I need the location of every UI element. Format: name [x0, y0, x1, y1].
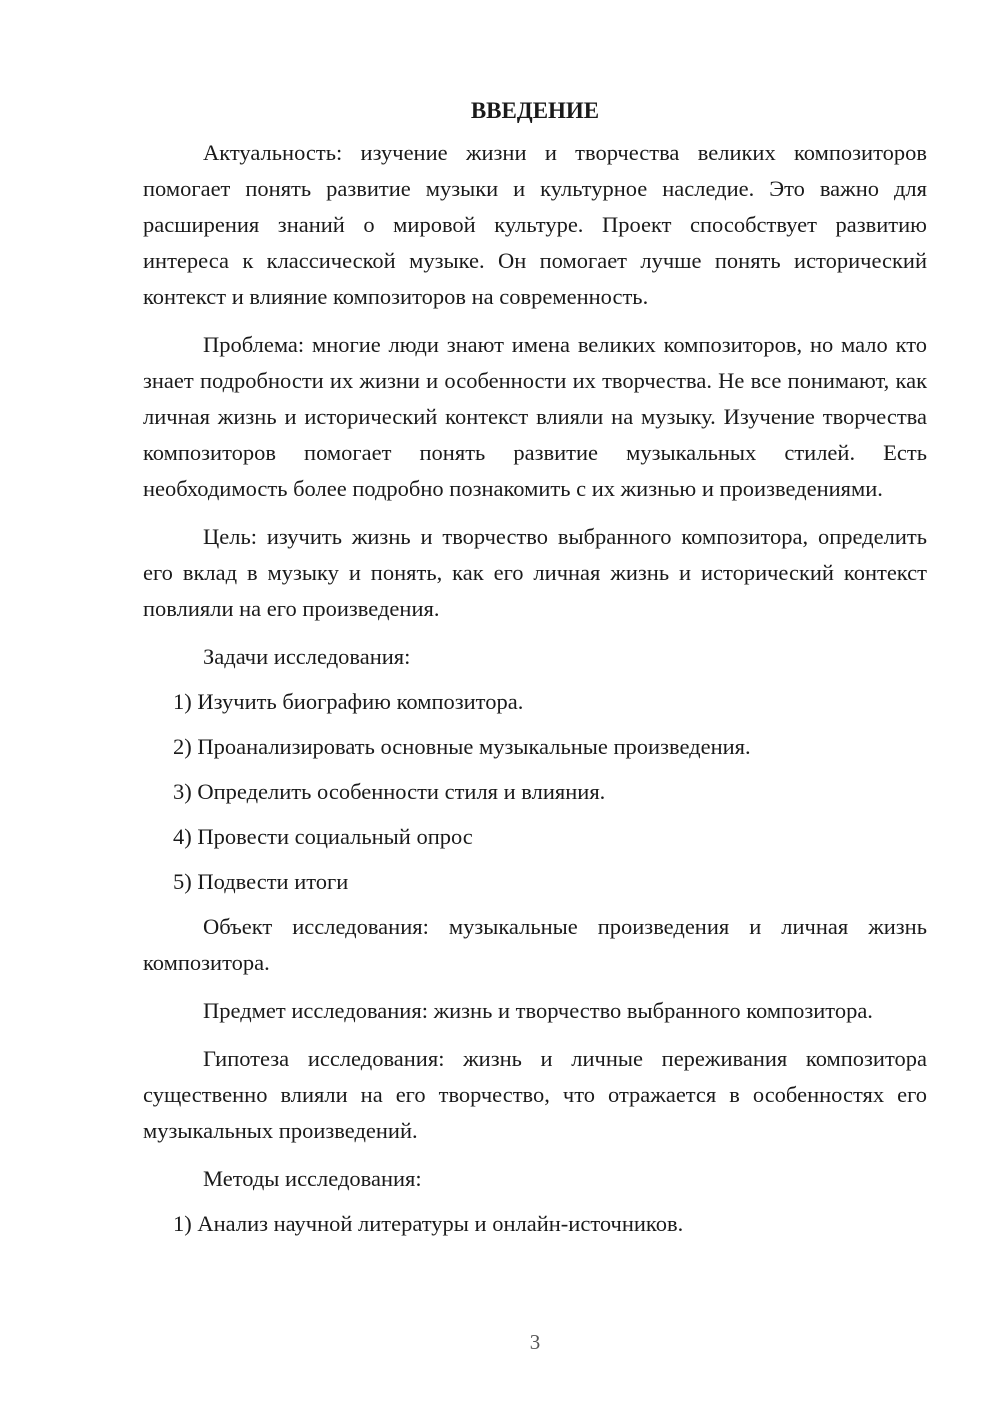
relevance-paragraph: Актуальность: изучение жизни и творчества великих композиторов помогает понять развитие музыки и культурное наследие. Это важно для расширения знаний о мировой культуре. Проект способствует развитию интереса к классической музыке. Он помогает лучше понять исторический контекст и влияние композиторов на современность. — [143, 140, 927, 309]
page-number: 3 — [529, 1330, 541, 1354]
hypothesis-paragraph: Гипотеза исследования: жизнь и личные переживания композитора существенно влияли на его творчество, что отражается в особенностях его музыкальных произведений. — [143, 1046, 927, 1143]
page-title: ВВЕДЕНИЕ — [470, 98, 600, 123]
document-page — [143, 96, 927, 1251]
list-item: 4) Провести социальный опрос — [173, 824, 473, 849]
list-item: 1) Анализ научной литературы и онлайн-источников. — [173, 1211, 684, 1236]
goal-paragraph: Цель: изучить жизнь и творчество выбранного композитора, определить его вклад в музыку и понять, как его личная жизнь и исторический контекст повлияли на его произведения. — [143, 524, 927, 621]
list-item: 3) Определить особенности стиля и влияния. — [173, 779, 606, 804]
object-paragraph: Объект исследования: музыкальные произведения и личная жизнь композитора. — [143, 914, 927, 975]
subject-paragraph: Предмет исследования: жизнь и творчество выбранного композитора. — [203, 998, 873, 1023]
methods-label: Методы исследования: — [203, 1166, 422, 1191]
problem-paragraph: Проблема: многие люди знают имена великих композиторов, но мало кто знает подробности их жизни и особенности их творчества. Не все понимают, как личная жизнь и исторический контекст влияли на музыку. Изучение творчества композиторов помогает понять развитие музыкальных стилей. Есть необходимость более подробно познакомить с их жизнью и произведениями. — [143, 332, 927, 501]
list-item: 2) Проанализировать основные музыкальные произведения. — [173, 734, 751, 759]
tasks-list — [143, 684, 927, 900]
methods-list — [143, 1206, 927, 1242]
tasks-label: Задачи исследования: — [203, 644, 411, 669]
list-item: 5) Подвести итоги — [173, 869, 349, 894]
list-item: 1) Изучить биографию композитора. — [173, 689, 524, 714]
